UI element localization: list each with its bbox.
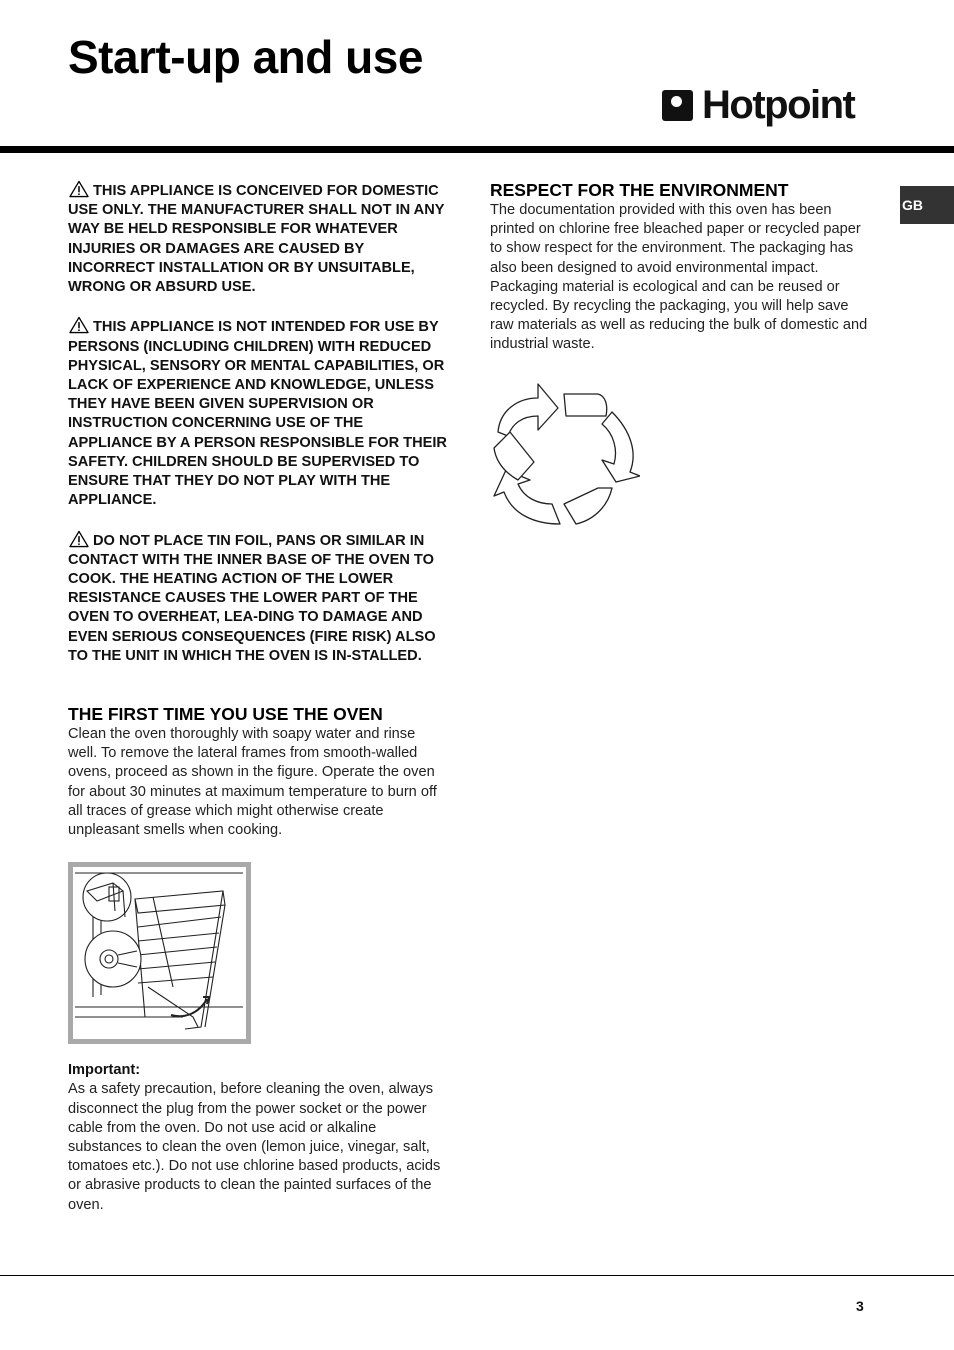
header-divider [0,146,954,153]
language-tab [900,186,954,224]
warning-triangle-icon [68,530,90,548]
warning-triangle-icon [68,180,90,198]
page-title: Start-up and use [68,31,423,83]
footer-divider [0,1275,954,1276]
environment-heading: RESPECT FOR THE ENVIRONMENT [490,180,789,200]
warning-text: THIS APPLIANCE IS CONCEIVED FOR DOMESTIC USE ONLY. THE MANUFACTURER SHALL NOT IN ANY WAY BE HELD RESPONSIBLE FOR WHATEVER INJURIES OR DAMAGES ARE CAUSED BY INCORRECT INSTALLATION OR BY UNSUITABLE, WRONG OR ABSURD USE. [68,183,445,296]
warning-triangle-icon [68,316,90,334]
important-label: Important: [68,1062,141,1079]
language-tab-label: GB [902,197,923,213]
warning-text: DO NOT PLACE TIN FOIL, PANS OR SIMILAR IN CONTACT WITH THE INNER BASE OF THE OVEN TO COOK. THE HEATING ACTION OF THE LOWER RESISTANCE CAUSES THE LOWER PART OF THE OVEN TO OVERHEAT, LEA-DING TO DAMAGE AND EVEN SERIOUS CONSEQUENCES (FIRE RISK) ALSO TO THE UNIT IN WHICH THE OVEN IS IN-STALLED. [68,532,436,664]
right-column [490,180,872,530]
warning-children [68,316,448,510]
page-number: 3 [856,1298,864,1314]
recycle-figure [490,372,640,530]
important-body: As a safety precaution, before cleaning the oven, always disconnect the plug from the power socket or the power cable from the oven. Do not use acid or alkaline substances to clean the oven (lemon juice, vinegar, salt, tomatoes etc.). Do not use chlorine based products, acids or abrasive products to clean the painted surfaces of the oven. [68,1081,441,1213]
environment-body: The documentation provided with this oven has been printed on chlorine free bleached paper or recycled paper to show respect for the environment. The packaging has also been designed to avoid environmental impact. Packaging material is ecological and can be reused or recycled. By recycling the packaging, you will help save raw materials as well as reducing the bulk of domestic and industrial waste. [490,202,868,353]
recycle-icon [490,372,640,530]
warning-domestic-use [68,180,448,297]
left-column [68,180,448,1215]
warning-tin-foil [68,530,448,666]
warning-text: THIS APPLIANCE IS NOT INTENDED FOR USE BY PERSONS (INCLUDING CHILDREN) WITH REDUCED PHYSICAL, SENSORY OR MENTAL CAPABILITIES, OR LACK OF EXPERIENCE AND KNOWLEDGE, UNLESS THEY HAVE BEEN GIVEN SUPERVISION OR INSTRUCTION CONCERNING USE OF THE APPLIANCE BY A PERSON RESPONSIBLE FOR THEIR SAFETY. CHILDREN SHOULD BE SUPERVISED TO ENSURE THAT THEY DO NOT PLAY WITH THE APPLIANCE. [68,319,447,509]
brand-name: Hotpoint [702,83,855,127]
first-time-body: Clean the oven thoroughly with soapy water and rinse well. To remove the lateral frames from smooth-walled ovens, proceed as shown in the figure. Operate the oven for about 30 minutes at maximum temperature to burn off all traces of grease which might otherwise create unpleasant smells when cooking. [68,726,437,839]
hotpoint-logo-icon [662,90,693,121]
oven-rack-removal-figure [68,862,251,1044]
first-time-heading: THE FIRST TIME YOU USE THE OVEN [68,704,383,725]
hotpoint-logo [662,82,854,128]
oven-rack-illustration [73,867,246,1039]
